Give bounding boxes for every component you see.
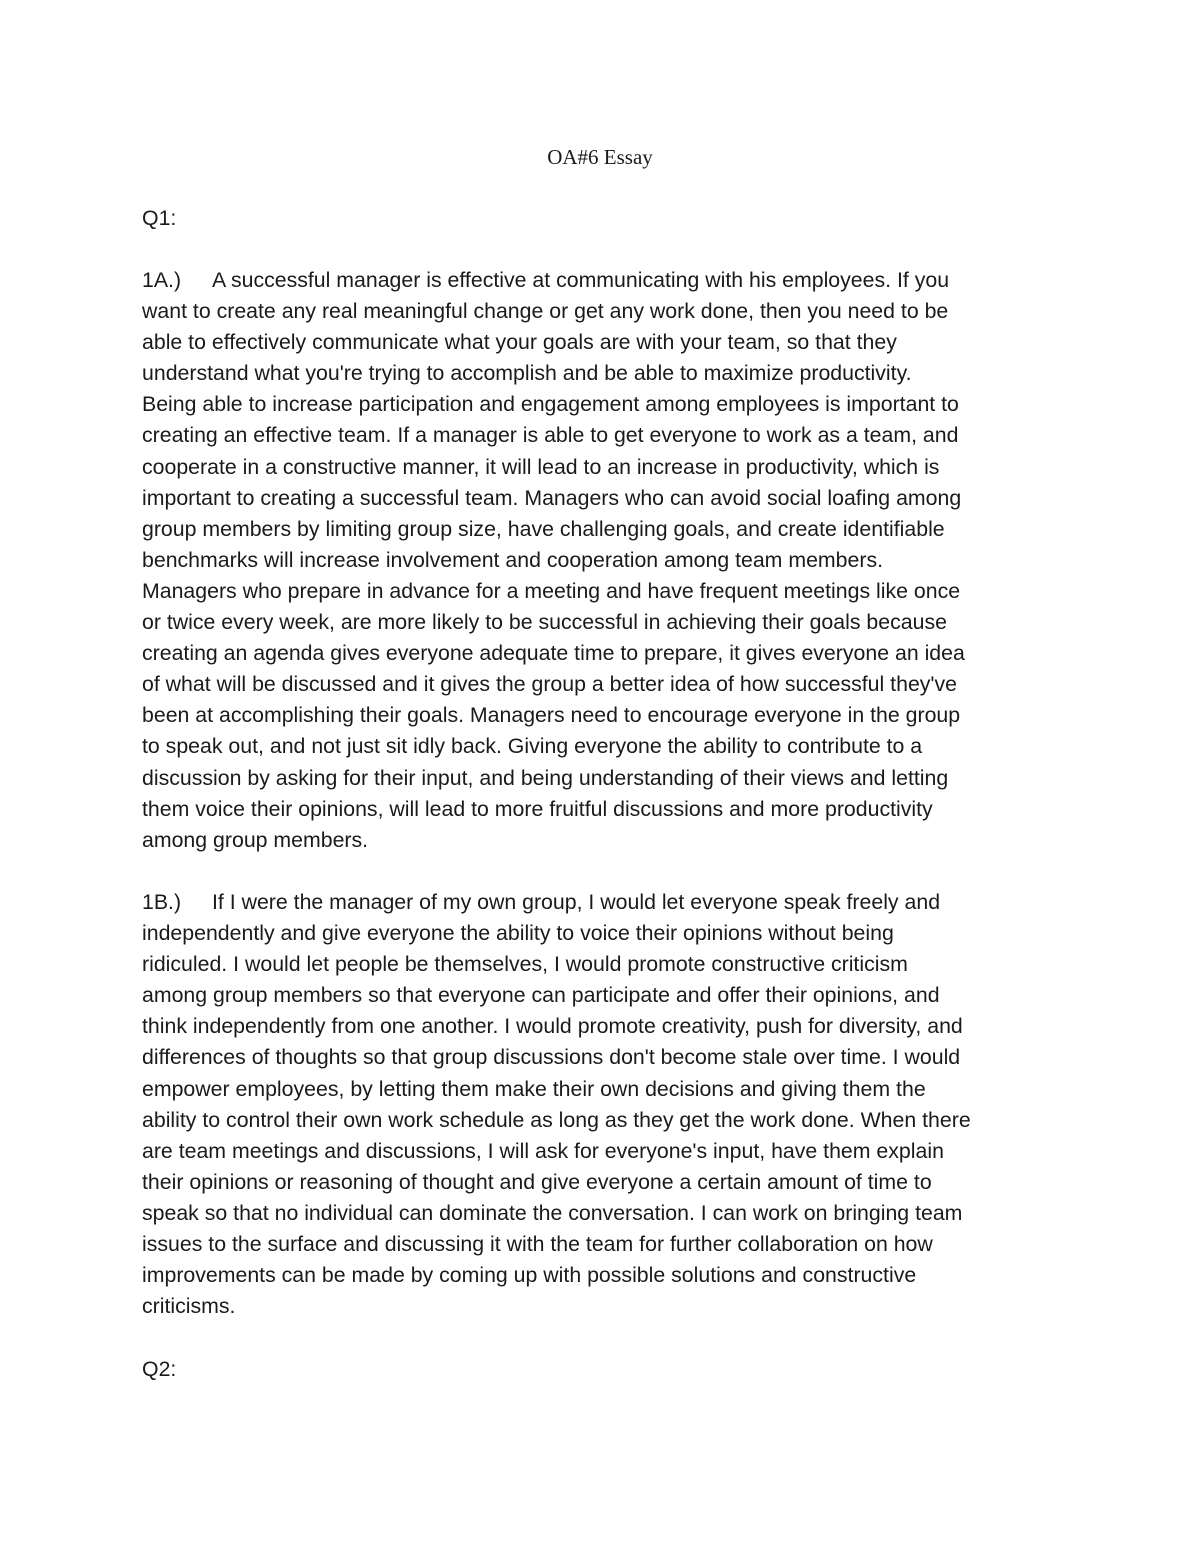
answer-1b-line: issues to the surface and discussing it with the team for further collaboration on how — [142, 1232, 933, 1257]
answer-1a-line: cooperate in a constructive manner, it will lead to an increase in productivity, which is — [142, 454, 940, 479]
answer-1b-line: among group members so that everyone can participate and offer their opinions, and — [142, 983, 940, 1008]
answer-1a-line: able to effectively communicate what your goals are with your team, so that they — [142, 330, 897, 355]
answer-1b-line — [142, 887, 1067, 918]
answer-1a-line: group members by limiting group size, have challenging goals, and create identifiable — [142, 516, 945, 541]
answer-1b-line: speak so that no individual can dominate the conversation. I can work on bringing team — [142, 1200, 963, 1225]
document-title: OA#6 Essay — [547, 145, 653, 169]
answer-1a-line: or twice every week, are more likely to be successful in achieving their goals because — [142, 610, 947, 635]
answer-1a-paragraph — [142, 265, 1067, 856]
answer-1a-line: Managers who prepare in advance for a meeting and have frequent meetings like once — [142, 578, 961, 603]
answer-1b-label: 1B.) — [142, 890, 182, 914]
answer-1b-line: ability to control their own work schedule as long as they get the work done. When there — [142, 1107, 971, 1132]
answer-1a-line: important to creating a successful team. Managers who can avoid social loafing among — [142, 485, 962, 510]
answer-1a-line: benchmarks will increase involvement and cooperation among team members. — [142, 547, 884, 572]
q2-heading: Q2: — [142, 1357, 177, 1381]
answer-1a-label: 1A.) — [142, 268, 182, 292]
answer-1a-line: to speak out, and not just sit idly back. Giving everyone the ability to contribute to a — [142, 734, 923, 759]
q1-heading: Q1: — [142, 206, 177, 230]
answer-1a-line: among group members. — [142, 827, 369, 852]
answer-1b-line: are team meetings and discussions, I will ask for everyone's input, have them explain — [142, 1138, 944, 1163]
answer-1b-line: criticisms. — [142, 1294, 236, 1319]
answer-1b-line: empower employees, by letting them make their own decisions and giving them the — [142, 1076, 926, 1101]
answer-1a-line: Being able to increase participation and engagement among employees is important to — [142, 392, 959, 417]
answer-1b-line: ridiculed. I would let people be themselves, I would promote constructive criticism — [142, 952, 908, 977]
answer-1b-line: independently and give everyone the ability to voice their opinions without being — [142, 921, 894, 946]
answer-1a-line: of what will be discussed and it gives the group a better idea of how successful they've — [142, 672, 957, 697]
answer-1a-line: want to create any real meaningful change or get any work done, then you need to be — [142, 299, 949, 324]
answer-1b-line: their opinions or reasoning of thought and give everyone a certain amount of time to — [142, 1169, 932, 1194]
answer-1a-line: creating an effective team. If a manager is able to get everyone to work as a team, and — [142, 423, 959, 448]
answer-1a-line: creating an agenda gives everyone adequate time to prepare, it gives everyone an idea — [142, 641, 965, 666]
answer-1a-line: them voice their opinions, will lead to more fruitful discussions and more productivity — [142, 796, 933, 821]
answer-1b-line: differences of thoughts so that group discussions don't become stale over time. I would — [142, 1045, 961, 1070]
answer-1b-paragraph — [142, 887, 1067, 1322]
answer-1a-line — [142, 265, 1067, 296]
answer-1b-line: improvements can be made by coming up with possible solutions and constructive — [142, 1263, 917, 1288]
answer-1a-line: understand what you're trying to accomplish and be able to maximize productivity. — [142, 361, 912, 386]
answer-1b-line-text: If I were the manager of my own group, I would let everyone speak freely and — [212, 890, 941, 914]
answer-1a-line-text: A successful manager is effective at communicating with his employees. If you — [212, 268, 950, 292]
answer-1b-line: think independently from one another. I would promote creativity, push for diversity, and — [142, 1014, 963, 1039]
answer-1a-line: been at accomplishing their goals. Managers need to encourage everyone in the group — [142, 703, 961, 728]
answer-1a-line: discussion by asking for their input, and being understanding of their views and letting — [142, 765, 949, 790]
